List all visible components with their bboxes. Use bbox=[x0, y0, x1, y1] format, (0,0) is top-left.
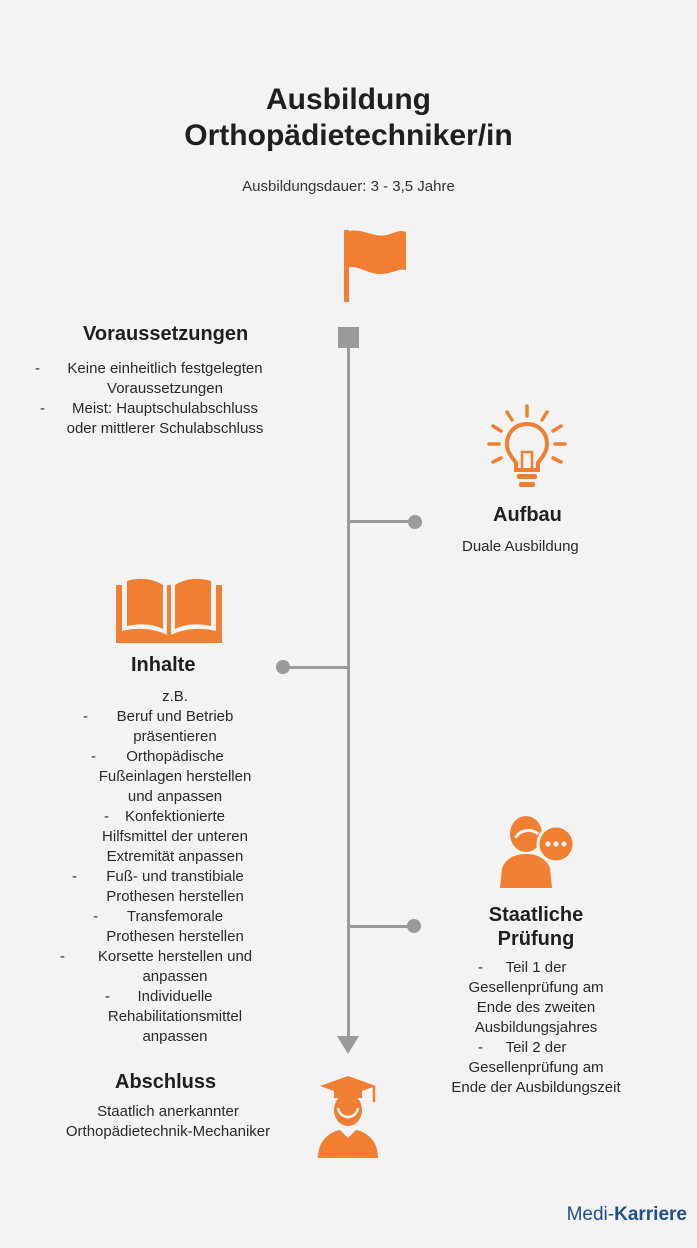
abschluss-line: Orthopädietechnik-Mechaniker bbox=[65, 1123, 271, 1140]
list-item-continuation: Ende des zweiten bbox=[476, 999, 596, 1016]
list-dash: - bbox=[35, 360, 40, 377]
branch-aufbau bbox=[349, 520, 415, 523]
list-dash: - bbox=[40, 400, 45, 417]
brand-part-1: Medi- bbox=[566, 1204, 615, 1225]
brand-part-2: Karriere bbox=[614, 1204, 687, 1225]
list-item-continuation: Hilfsmittel der unteren bbox=[102, 828, 248, 845]
graduate-icon bbox=[314, 1074, 382, 1160]
voraussetzungen-title: Voraussetzungen bbox=[83, 323, 249, 345]
timeline-line bbox=[347, 342, 350, 1038]
list-item-continuation: anpassen bbox=[142, 968, 208, 985]
pruefung-list bbox=[430, 958, 642, 1098]
duration-subtitle: Ausbildungsdauer: 3 - 3,5 Jahre bbox=[242, 178, 455, 195]
list-item: - Fuß- und transtibiale bbox=[72, 868, 244, 885]
flag-icon bbox=[336, 226, 408, 304]
voraussetzungen-list bbox=[30, 359, 300, 439]
list-dash: - bbox=[478, 1039, 483, 1056]
list-item: - Korsette herstellen und bbox=[60, 948, 253, 965]
title-line-2: Orthopädietechniker/in bbox=[184, 119, 513, 152]
list-item-continuation: Prothesen herstellen bbox=[106, 928, 244, 945]
branch-dot-pruefung bbox=[407, 919, 421, 933]
pruefung-title-line-1: Staatliche bbox=[488, 904, 584, 926]
list-item-continuation: Ende der Ausbildungszeit bbox=[451, 1079, 621, 1096]
list-dash: - bbox=[83, 708, 88, 725]
list-item-continuation: oder mittlerer Schulabschluss bbox=[66, 420, 264, 437]
brand-logo bbox=[567, 1204, 687, 1226]
branch-dot-aufbau bbox=[408, 515, 422, 529]
abschluss-line: Staatlich anerkannter bbox=[97, 1103, 239, 1120]
page-title bbox=[0, 82, 697, 154]
list-dash: - bbox=[60, 948, 65, 965]
list-item-continuation: Prothesen herstellen bbox=[106, 888, 244, 905]
list-dash: - bbox=[105, 988, 110, 1005]
aufbau-title: Aufbau bbox=[493, 504, 562, 526]
pruefung-title bbox=[436, 903, 636, 951]
inhalte-intro: z.B. bbox=[162, 688, 188, 705]
list-dash: - bbox=[91, 748, 96, 765]
list-item: - Orthopädische bbox=[91, 748, 224, 765]
inhalte-list bbox=[55, 687, 295, 1047]
list-item: - Individuelle bbox=[105, 988, 213, 1005]
list-item-continuation: Fußeinlagen herstellen bbox=[98, 768, 252, 785]
timeline-arrow-head bbox=[337, 1036, 359, 1054]
lightbulb-icon bbox=[487, 404, 567, 494]
list-dash: - bbox=[104, 808, 109, 825]
list-item-continuation: Extremität anpassen bbox=[106, 848, 244, 865]
list-item-continuation: präsentieren bbox=[133, 728, 217, 745]
branch-inhalte bbox=[282, 666, 348, 669]
list-item-continuation: Voraussetzungen bbox=[107, 380, 223, 397]
list-item-continuation: Rehabilitationsmittel bbox=[107, 1008, 243, 1025]
list-item: - Keine einheitlich festgelegten bbox=[35, 360, 263, 377]
list-item: - Teil 1 der bbox=[478, 959, 567, 976]
branch-dot-inhalte bbox=[276, 660, 290, 674]
list-item-continuation: anpassen bbox=[142, 1028, 208, 1045]
inhalte-title: Inhalte bbox=[131, 654, 196, 676]
pruefung-title-line-2: Prüfung bbox=[497, 928, 575, 950]
list-item: - Beruf und Betrieb bbox=[83, 708, 234, 725]
branch-pruefung bbox=[349, 925, 415, 928]
title-line-1: Ausbildung bbox=[266, 83, 431, 116]
abschluss-text bbox=[40, 1102, 296, 1142]
list-item: - Meist: Hauptschulabschluss bbox=[40, 400, 258, 417]
list-item: - Transfemorale bbox=[93, 908, 224, 925]
person-speech-bubble-icon bbox=[494, 812, 576, 892]
list-item-continuation: und anpassen bbox=[127, 788, 223, 805]
aufbau-text: Duale Ausbildung bbox=[462, 538, 579, 555]
abschluss-title: Abschluss bbox=[115, 1071, 217, 1093]
list-item-continuation: Ausbildungsjahres bbox=[474, 1019, 598, 1036]
list-dash: - bbox=[478, 959, 483, 976]
open-book-icon bbox=[116, 573, 222, 643]
list-item: - Konfektionierte bbox=[104, 808, 226, 825]
list-dash: - bbox=[93, 908, 98, 925]
list-item-continuation: Gesellenprüfung am bbox=[468, 1059, 604, 1076]
list-dash: - bbox=[72, 868, 77, 885]
list-item: - Teil 2 der bbox=[478, 1039, 567, 1056]
list-item-continuation: Gesellenprüfung am bbox=[468, 979, 604, 996]
